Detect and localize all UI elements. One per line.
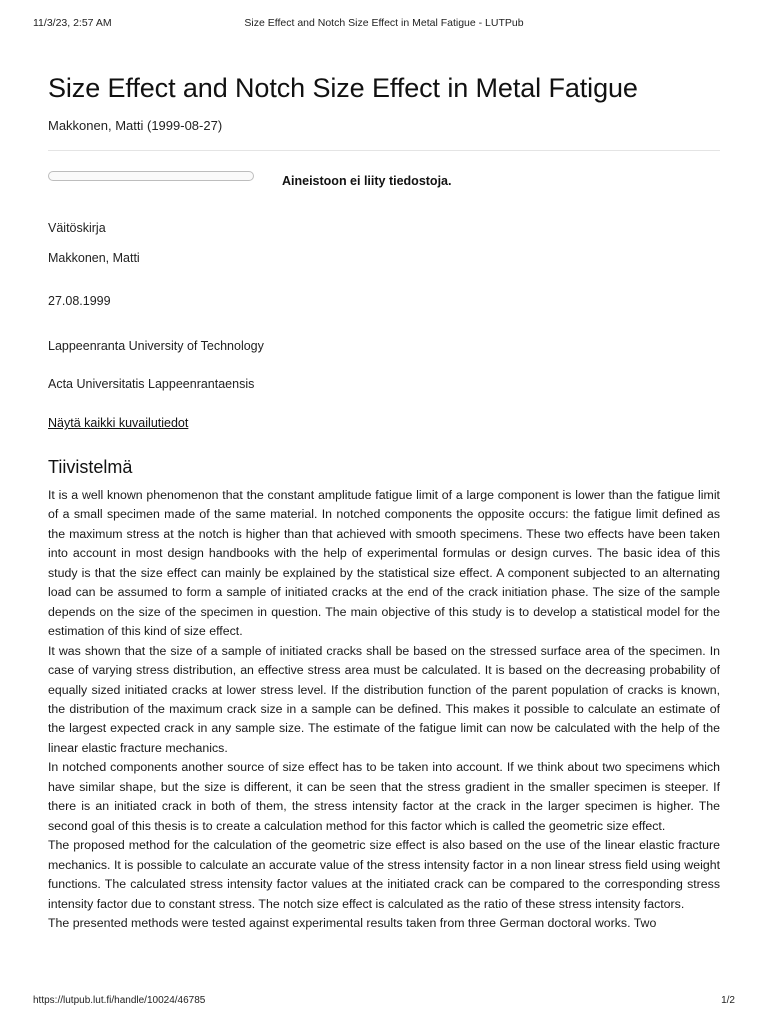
print-footer [33, 995, 735, 1009]
print-header [33, 17, 735, 33]
item-author-date: Makkonen, Matti (1999-08-27) [48, 118, 223, 133]
show-all-metadata-link[interactable]: Näytä kaikki kuvailutiedot [48, 416, 189, 430]
abstract-paragraph: In notched components another source of size effect has to be taken into account. If we think about two specimens which have similar shape, but the size is different, it can be seen that the stress gradient in the smaller specimen is steeper. If there is an initiated crack in both of them, the stress intensity factor at the crack in the larger specimen is higher. The second goal of this thesis is to create a calculation method for this factor which is called the geometric size effect. [48, 760, 720, 833]
item-series: Acta Universitatis Lappeenrantaensis [48, 377, 255, 391]
abstract-heading: Tiivistelmä [48, 457, 133, 477]
file-placeholder-bar [48, 171, 254, 181]
abstract-paragraph: The presented methods were tested against experimental results taken from three German doctoral works. Two [48, 915, 657, 930]
abstract-paragraph: It was shown that the size of a sample of initiated cracks shall be based on the stressed surface area of the specimen. In case of varying stress distribution, an effective stress area must be calculated. It is based on the decreasing probability of equally sized initiated cracks at lower stress level. If the distribution function of the parent population of cracks is known, the distribution of the maximum crack size in a sample can be defined. This makes it possible to calculate an estimate of the largest expected crack in any sample size. The estimate of the fatigue limit can now be calculated with the help of the linear elastic fracture mechanics. [48, 643, 720, 755]
no-files-notice: Aineistoon ei liity tiedostoja. [282, 174, 452, 188]
item-date: 27.08.1999 [48, 294, 111, 308]
item-type: Väitöskirja [48, 221, 106, 235]
divider [48, 150, 720, 151]
item-publisher: Lappeenranta University of Technology [48, 339, 264, 353]
abstract-paragraph: It is a well known phenomenon that the constant amplitude fatigue limit of a large component is lower than the fatigue limit of a small specimen made of the same material. In notched components the opposite occurs: the fatigue limit defined as the maximum stress at the notch is higher than that achieved with smooth specimens. These two effects have been taken into account in most design handbooks with the help of experimental formulas or design curves. The basic idea of this study is that the size effect can mainly be explained by the statistical size effect. A component subjected to an alternating load can be assumed to form a sample of initiated cracks at the end of the crack initiation phase. The size of the sample depends on the size of the specimen in question. The main objective of this study is to develop a statistical model for the estimation of this kind of size effect. [48, 488, 720, 639]
print-url: https://lutpub.lut.fi/handle/10024/46785 [33, 995, 206, 1006]
print-datetime: 11/3/23, 2:57 AM [33, 17, 112, 29]
abstract-paragraph: The proposed method for the calculation of the geometric size effect is also based on the use of the linear elastic fracture mechanics. It is possible to calculate an accurate value of the stress intensity factor in a non linear stress field using weight functions. The calculated stress intensity factor values at the initiated crack can be compared to the corresponding stress intensity factor due to constant stress. The notch size effect is calculated as the ratio of these stress intensity factors. [48, 838, 720, 911]
abstract-body [48, 486, 720, 986]
print-page-number: 1/2 [721, 995, 735, 1006]
page-title: Size Effect and Notch Size Effect in Metal Fatigue [48, 73, 638, 103]
print-tab-title: Size Effect and Notch Size Effect in Metal Fatigue - LUTPub [244, 17, 524, 29]
item-author: Makkonen, Matti [48, 251, 140, 265]
